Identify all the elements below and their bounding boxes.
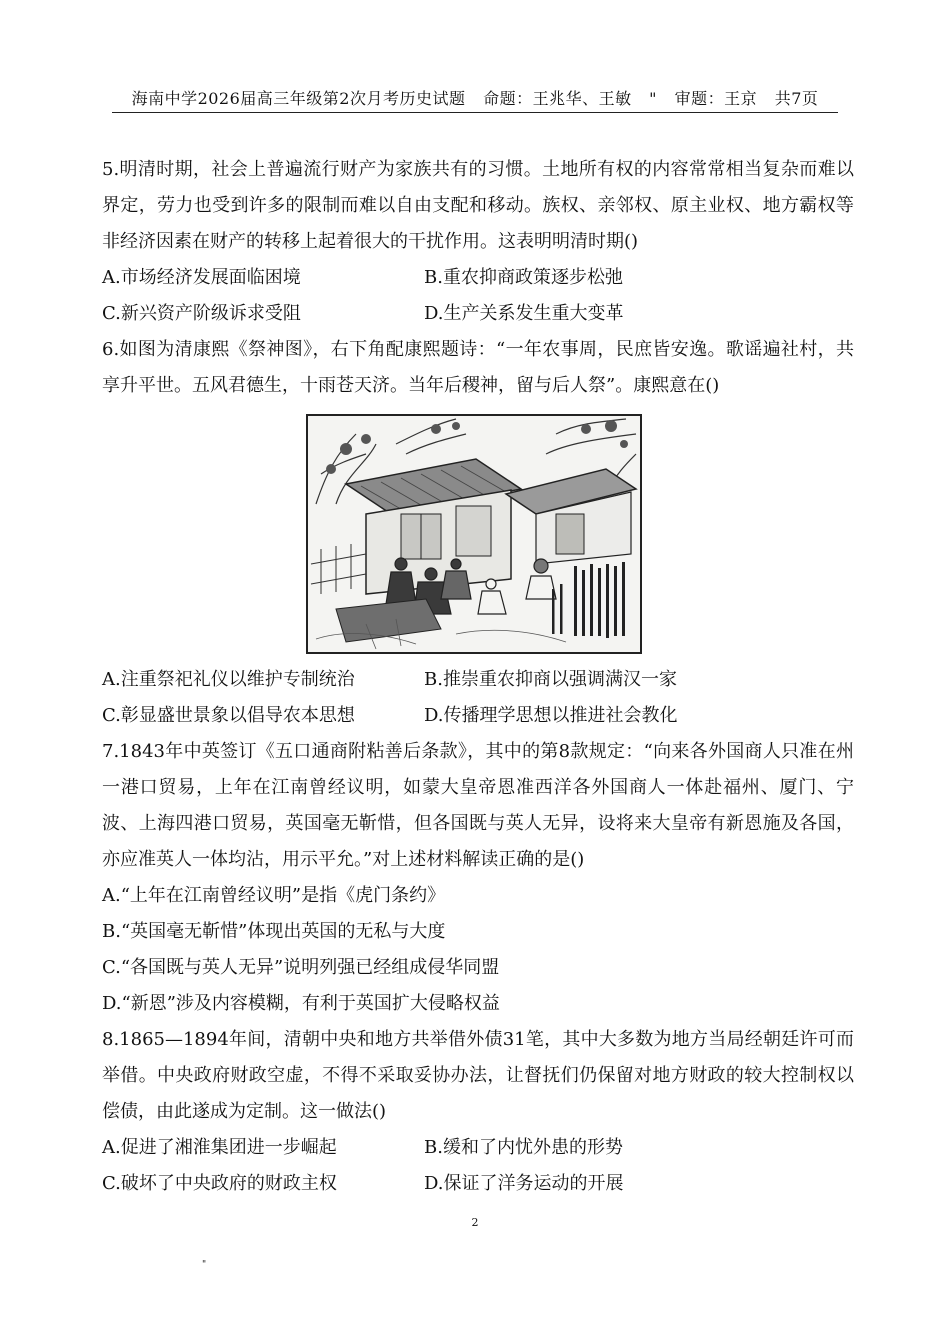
question-stem: 7.1843年中英签订《五口通商附粘善后条款》，其中的第8款规定：“向来各外国商人只准在州一港口贸易，上年在江南曾经议明，如蒙大皇帝恩准西洋各外国商人一体赴福州、厦门、宁波、上海四港口贸易，英国毫无靳惜，但各国既与英人无异，设将来大皇帝有新恩施及各国，亦应准英人一体均沾，用示平允。”对上述材料解读正确的是(): [102, 741, 854, 870]
exam-title: 海南中学2026届高三年级第2次月考历史试题: [131, 89, 466, 108]
option-b[interactable]: B.缓和了内忧外患的形势: [424, 1137, 623, 1158]
question-6: [102, 332, 854, 734]
question-stem: 6.如图为清康熙《祭神图》，右下角配康熙题诗：“一年农事周，民庶皆安逸。歌谣遍社村，共享升平世。五风君德生，十雨苍天济。当年后稷神，留与后人祭”。康熙意在(): [102, 339, 854, 396]
exam-authors: 命题：王兆华、王敏: [483, 89, 632, 108]
option-c[interactable]: C.破坏了中央政府的财政主权: [102, 1173, 337, 1194]
page-count: 共7页: [774, 89, 819, 108]
question-stem: 5.明清时期，社会上普遍流行财产为家族共有的习惯。土地所有权的内容常常相当复杂而难以界定，劳力也受到许多的限制而难以自由支配和移动。族权、亲邻权、原主业权、地方霸权等非经济因素在财产的转移上起着很大的干扰作用。这表明明清时期(): [102, 159, 854, 252]
question-8: [102, 1022, 854, 1202]
option-a[interactable]: A.促进了湘淮集团进一步崛起: [102, 1137, 337, 1158]
option-a[interactable]: A.“上年在江南曾经议明”是指《虎门条约》: [102, 885, 446, 906]
option-d[interactable]: D.生产关系发生重大变革: [424, 303, 624, 324]
option-b[interactable]: B.推崇重农抑商以强调满汉一家: [424, 669, 677, 690]
option-a[interactable]: A.市场经济发展面临困境: [102, 267, 301, 288]
option-d[interactable]: D.传播理学思想以推进社会教化: [424, 705, 678, 726]
option-c[interactable]: C.“各国既与英人无异”说明列强已经组成侵华同盟: [102, 957, 500, 978]
questions-area: [102, 152, 854, 1202]
options: [102, 662, 854, 734]
option-b[interactable]: B.“英国毫无靳惜”体现出英国的无私与大度: [102, 921, 446, 942]
option-c[interactable]: C.新兴资产阶级诉求受阻: [102, 303, 301, 324]
option-d[interactable]: D.保证了洋务运动的开展: [424, 1173, 624, 1194]
option-b[interactable]: B.重农抑商政策逐步松弛: [424, 267, 623, 288]
options: [102, 1130, 854, 1202]
exam-reviewer: 审题：王京: [674, 89, 758, 108]
option-c[interactable]: C.彰显盛世景象以倡导农本思想: [102, 705, 355, 726]
page-number: 2: [471, 1216, 479, 1229]
header-mark: ": [649, 89, 658, 108]
options: [102, 878, 854, 1022]
question-stem: 8.1865—1894年间，清朝中央和地方共举借外债31笔，其中大多数为地方当局经朝廷许可而举借。中央政府财政空虚，不得不采取妥协办法，让督抚们仍保留对地方财政的较大控制权以偿债，由此遂成为定制。这一做法(): [102, 1029, 854, 1122]
question-5: [102, 152, 854, 332]
sacrifice-painting-figure: [306, 414, 642, 654]
options: [102, 260, 854, 332]
footer-mark: ": [202, 1260, 207, 1270]
page-header: [0, 86, 950, 109]
header-rule: [112, 112, 838, 113]
option-a[interactable]: A.注重祭祀礼仪以维护专制统治: [102, 669, 355, 690]
question-7: [102, 734, 854, 1022]
option-d[interactable]: D.“新恩”涉及内容模糊，有利于英国扩大侵略权益: [102, 993, 500, 1014]
painting-illustration: [306, 414, 642, 654]
